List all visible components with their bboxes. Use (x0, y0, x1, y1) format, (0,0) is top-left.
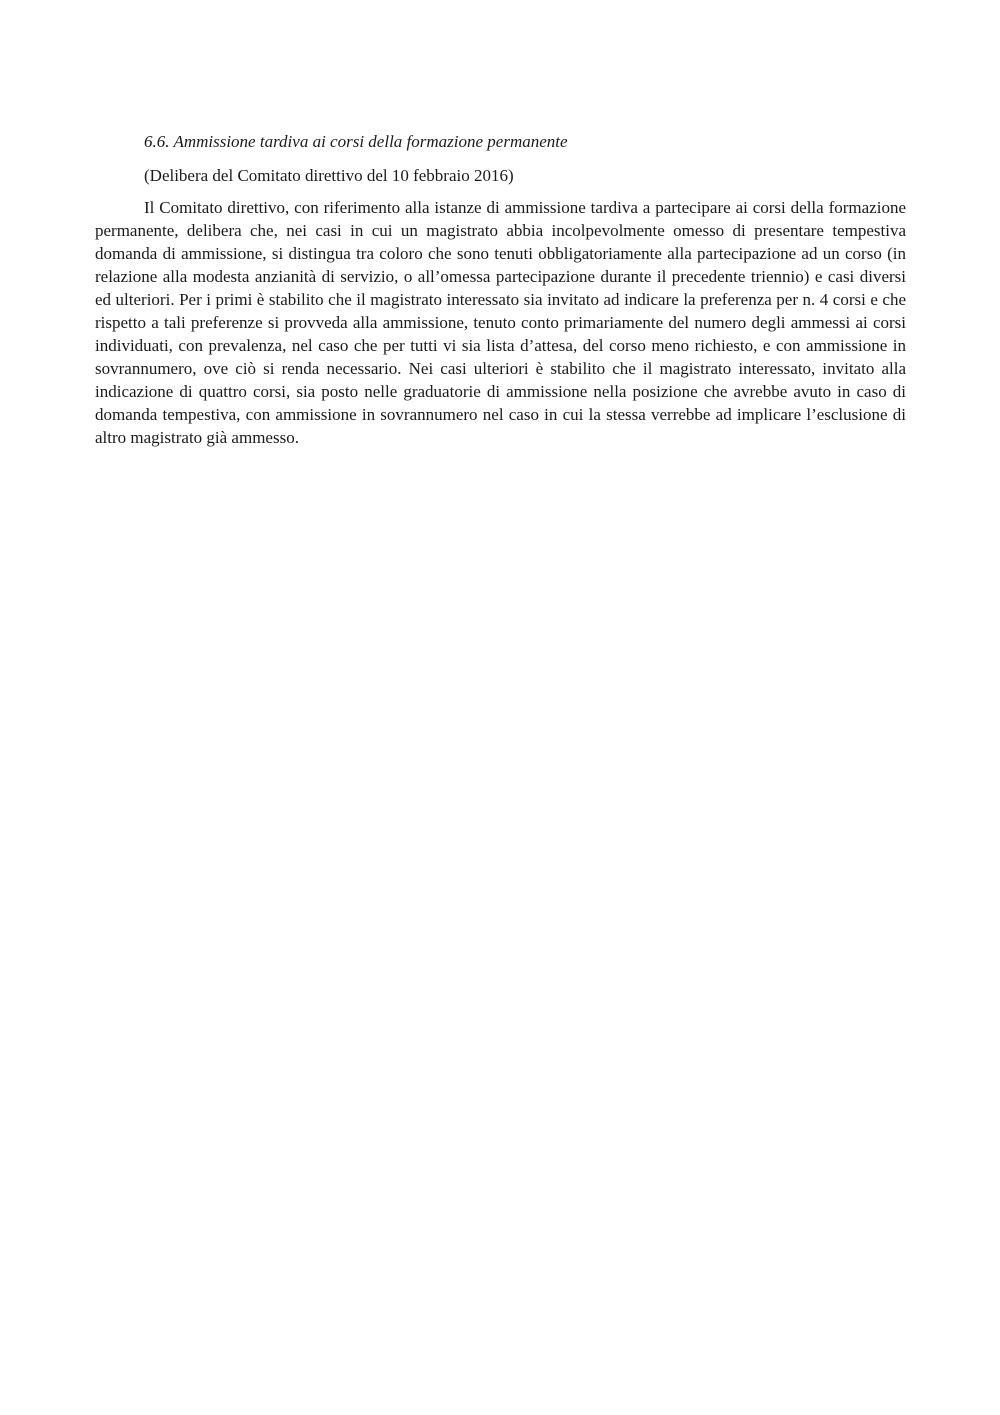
section-heading: 6.6. Ammissione tardiva ai corsi della formazione permanente (144, 132, 568, 151)
body-paragraph: Il Comitato direttivo, con riferimento alla istanze di ammissione tardiva a partecipare ai corsi della formazione permanente, delibera che, nei casi in cui un magistrato abbia incolpevolmente omesso di presentare tempestiva domanda di ammissione, si distingua tra coloro che sono tenuti obbligatoriamente alla partecipazione ad un corso (in relazione alla modesta anzianità di servizio, o all’omessa partecipazione durante il precedente triennio) e casi diversi ed ulteriori. Per i primi è stabilito che il magistrato interessato sia invitato ad indicare la preferenza per n. 4 corsi e che rispetto a tali preferenze si provveda alla ammissione, tenuto conto primariamente del numero degli ammessi ai corsi individuati, con prevalenza, nel caso che per tutti vi sia lista d’attesa, del corso meno richiesto, e con ammissione in sovrannumero, ove ciò si renda necessario. Nei casi ulteriori è stabilito che il magistrato interessato, invitato alla indicazione di quattro corsi, sia posto nelle graduatorie di ammissione nella posizione che avrebbe avuto in caso di domanda tempestiva, con ammissione in sovrannumero nel caso in cui la stessa verrebbe ad implicare l’esclusione di altro magistrato già ammesso. (95, 198, 906, 447)
document-content (95, 130, 906, 449)
deliberation-reference: (Delibera del Comitato direttivo del 10 febbraio 2016) (144, 166, 514, 185)
